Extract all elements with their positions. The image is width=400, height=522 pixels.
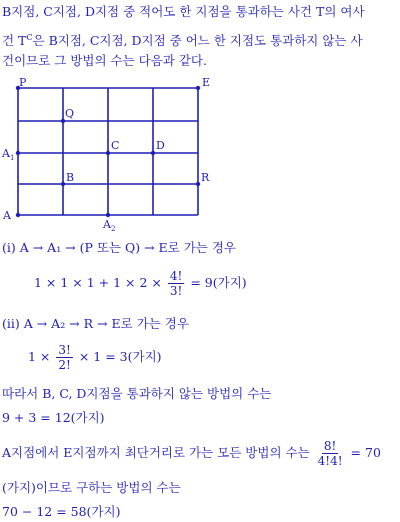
grid-diagram <box>0 75 400 250</box>
case-1-expr-b: = 9(가지) <box>190 275 247 290</box>
label-R: R <box>201 171 210 184</box>
label-E: E <box>202 76 211 89</box>
label-A2-main: A <box>103 218 111 231</box>
label-A1-main: A <box>2 147 10 160</box>
case-2-expr-b: × 1 = 3(가지) <box>78 349 162 364</box>
label-A: A <box>3 209 11 222</box>
case-1-expression <box>34 266 247 300</box>
conclusion-line-1: 따라서 B, C, D지점을 통과하지 않는 방법의 수는 <box>2 386 272 401</box>
case-1-fraction <box>168 269 184 298</box>
conclusion-line-4: (가지)이므로 구하는 방법의 수는 <box>2 480 181 495</box>
label-A2 <box>102 218 115 233</box>
case-2-expression <box>28 340 162 374</box>
case-1-expr-a: 1 × 1 × 1 + 1 × 2 × <box>34 275 162 290</box>
problem-line-3: 건이므로 그 방법의 수는 다음과 같다. <box>2 53 207 68</box>
label-B: B <box>66 171 75 184</box>
problem-line-2 <box>2 30 363 49</box>
conclusion-line-3 <box>2 436 381 470</box>
conclusion-line-3-a: A지점에서 E지점까지 최단거리로 가는 모든 방법의 수는 <box>2 445 310 460</box>
problem-line-2-b: 은 B지점, C지점, D지점 중 어느 한 지점도 통과하지 않는 사 <box>32 33 363 49</box>
case-1-frac-num: 4! <box>169 269 183 283</box>
conclusion-line-5: 70 − 12 = 58(가지) <box>2 504 121 519</box>
case-2-frac-num: 3! <box>58 343 71 357</box>
label-D: D <box>156 139 165 152</box>
case-2-frac-den: 2! <box>58 358 71 372</box>
case-1-heading: (ⅰ) A → A₁ → (P 또는 Q) → E로 가는 경우 <box>2 240 237 255</box>
complement-superscript: C <box>26 33 33 42</box>
problem-line-1: B지점, C지점, D지점 중 적어도 한 지점을 통과하는 사건 T의 여사 <box>2 4 365 19</box>
label-P: P <box>19 76 27 89</box>
label-A1 <box>1 147 14 162</box>
conclusion-line-2: 9 + 3 = 12(가지) <box>2 410 105 425</box>
case-2-heading: (ⅱ) A → A₂ → R → E로 가는 경우 <box>2 316 189 331</box>
total-frac-num: 8! <box>323 439 337 453</box>
label-C: C <box>111 139 120 152</box>
case-2-fraction <box>56 343 72 372</box>
total-fraction <box>316 439 345 468</box>
label-A1-sub: 1 <box>9 154 15 162</box>
total-frac-den: 4!4! <box>317 454 343 468</box>
case-2-expr-a: 1 × <box>28 349 51 364</box>
label-Q: Q <box>65 107 75 120</box>
case-1-frac-den: 3! <box>169 284 183 298</box>
label-A2-sub: 2 <box>110 225 116 233</box>
conclusion-line-3-b: = 70 <box>350 445 381 460</box>
problem-line-2-a: 건 T <box>2 33 27 49</box>
